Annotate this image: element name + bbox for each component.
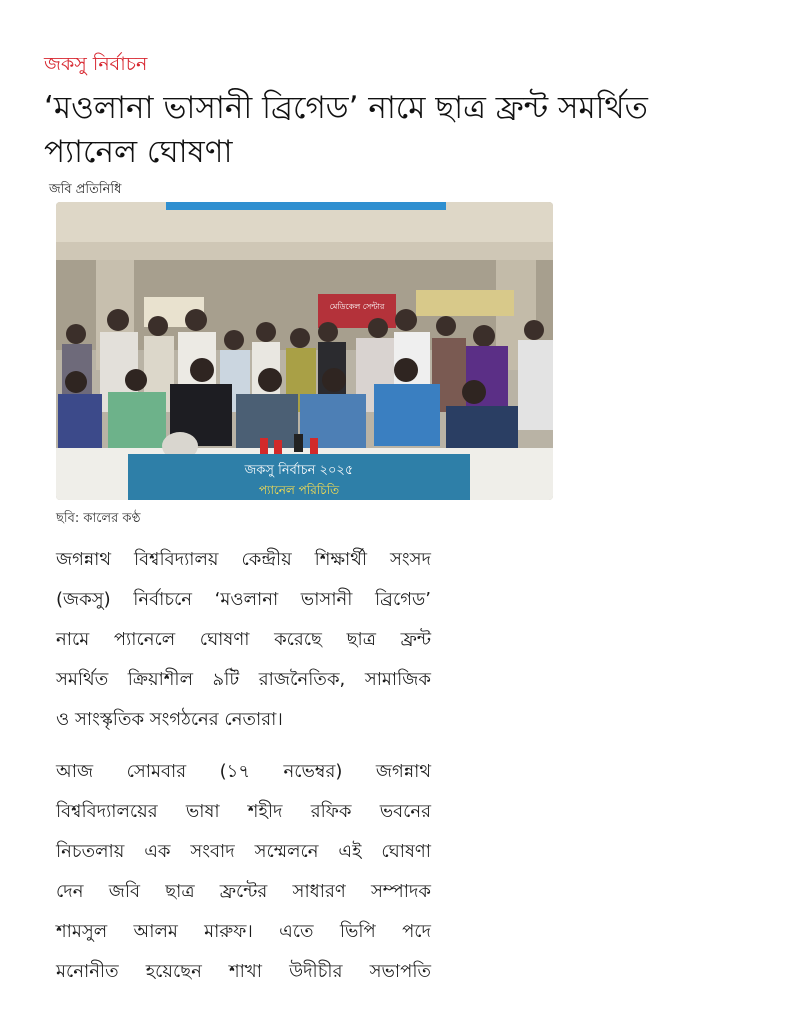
paragraph-line: নামে প্যানেলে ঘোষণা করেছে ছাত্র ফ্রন্ট [56,629,431,650]
photo-banner-line1: জকসু নির্বাচন ২০২৫ [244,463,354,478]
article-paragraph-2 [56,752,431,992]
article-paragraph-1 [56,540,431,740]
photo-caption: ছবি: কালের কণ্ঠ [56,511,141,526]
paragraph-line: মনোনীত হয়েছেন শাখা উদীচীর সভাপতি [56,961,431,982]
article-headline: ‘মওলানা ভাসানী ব্রিগেড’ নামে ছাত্র ফ্রন্ট সমর্থিত প্যানেল ঘোষণা [44,90,648,170]
paragraph-line: জগন্নাথ বিশ্ববিদ্যালয় কেন্দ্রীয় শিক্ষার্থী সংসদ [56,549,431,570]
paragraph-line: ও সাংস্কৃতিক সংগঠনের নেতারা। [56,709,283,730]
article-photo [56,202,553,500]
article-byline: জবি প্রতিনিধি [49,182,122,197]
paragraph-line: সমর্থিত ক্রিয়াশীল ৯টি রাজনৈতিক, সামাজিক [56,669,431,690]
paragraph-line: নিচতলায় এক সংবাদ সম্মেলনে এই ঘোষণা [56,841,431,862]
photo-banner-line2: প্যানেল পরিচিতি [258,483,340,497]
paragraph-line: দেন জবি ছাত্র ফ্রন্টের সাধারণ সম্পাদক [56,881,431,902]
photo-sign: মেডিকেল সেন্টার [329,302,385,311]
paragraph-line: বিশ্ববিদ্যালয়ের ভাষা শহীদ রফিক ভবনের [56,801,431,822]
paragraph-line: (জকসু) নির্বাচনে ‘মওলানা ভাসানী ব্রিগেড’ [56,589,431,610]
paragraph-line: শামসুল আলম মারুফ। এতে ভিপি পদে [56,921,431,942]
article-category[interactable]: জকসু নির্বাচন [44,53,148,75]
paragraph-line: আজ সোমবার (১৭ নভেম্বর) জগন্নাথ [56,761,431,782]
